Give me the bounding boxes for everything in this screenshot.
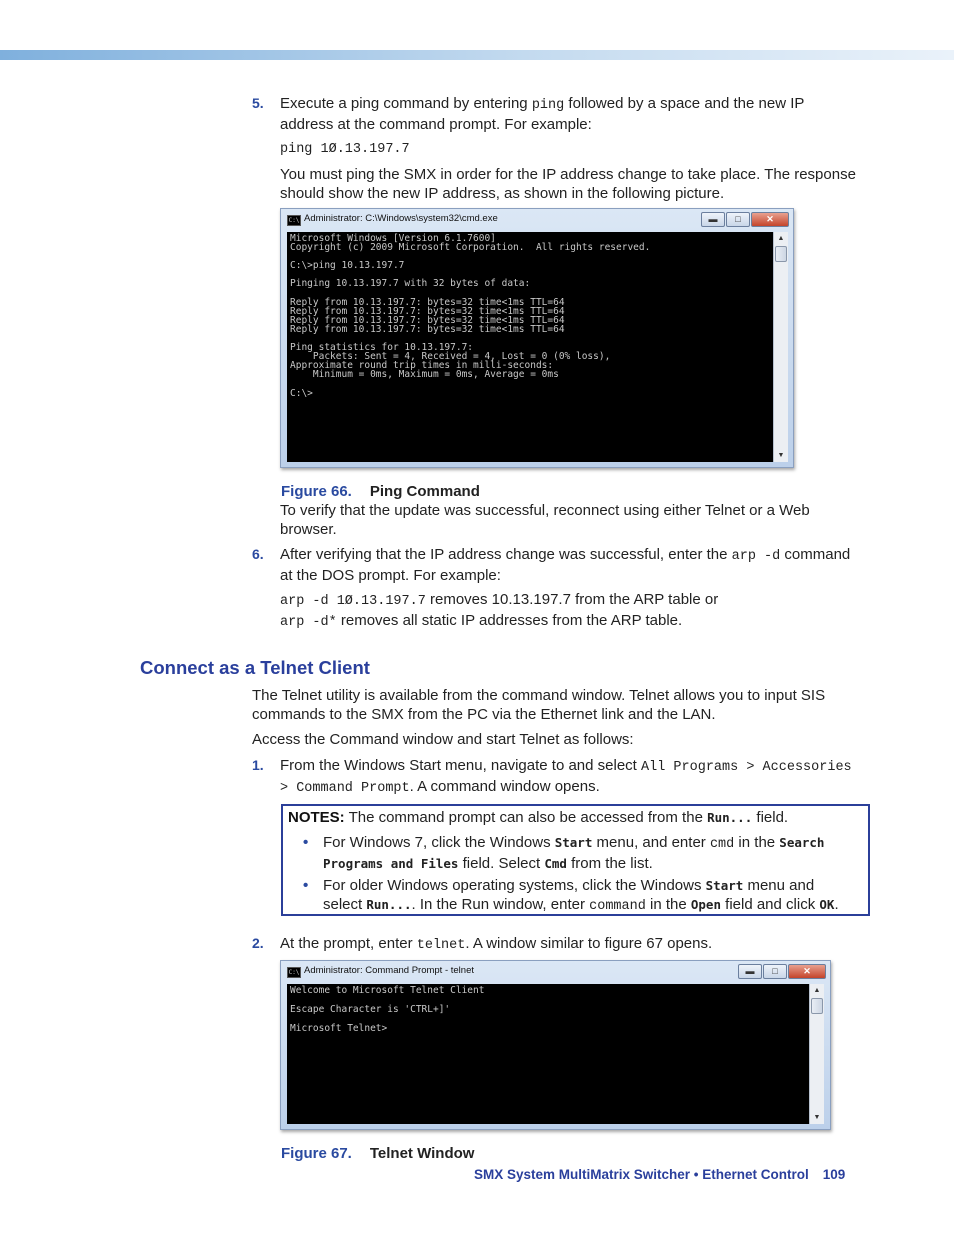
- list-item: • For older Windows operating systems, click the Windows Start menu and select Run.... In the Run window, enter command in the Open field and click OK.: [303, 877, 839, 914]
- console-window: [280, 208, 794, 468]
- maximize-button[interactable]: □: [763, 964, 787, 979]
- step-text: At the prompt, enter telnet. A window similar to figure 67 opens.: [280, 935, 713, 953]
- console-output: Welcome to Microsoft Telnet Client Escape Character is 'CTRL+]' Microsoft Telnet>: [287, 984, 809, 1124]
- notes-box: [281, 804, 870, 916]
- console-icon: C:\: [288, 217, 300, 224]
- footer-title: SMX System MultiMatrix Switcher • Ethernet Control: [474, 1167, 809, 1182]
- list-item: • For Windows 7, click the Windows Start menu, and enter cmd in the Search Programs and Files field. Select Cmd from the list.: [303, 834, 825, 872]
- page-footer: [474, 1167, 845, 1182]
- window-title-bar: [285, 212, 789, 230]
- telnet-window: [280, 960, 831, 1130]
- section-heading: Connect as a Telnet Client: [140, 657, 370, 678]
- step-text: After verifying that the IP address change was successful, enter the arp -d command at the DOS prompt. For example:: [280, 546, 851, 584]
- close-button[interactable]: ✕: [751, 212, 789, 227]
- notes-text: NOTES: The command prompt can also be accessed from the Run... field.: [288, 809, 789, 826]
- figure-label: Figure 66.: [281, 483, 352, 500]
- notes-label: NOTES:: [288, 809, 345, 826]
- figure-title: Telnet Window: [369, 1145, 475, 1162]
- console-icon: C:\: [288, 969, 300, 976]
- scroll-thumb[interactable]: [775, 246, 787, 262]
- window-title-bar: [285, 964, 826, 982]
- paragraph: You must ping the SMX in order for the IP address change to take place. The response should show the new IP address, as shown in the following picture.: [280, 166, 856, 202]
- inline-command: ping: [531, 98, 565, 113]
- figure-caption: [281, 1144, 474, 1163]
- figure-title: Ping Command: [369, 483, 480, 500]
- scroll-up-icon[interactable]: ▲: [777, 235, 785, 242]
- scroll-up-icon[interactable]: ▲: [813, 987, 821, 994]
- scroll-thumb[interactable]: [811, 998, 823, 1014]
- header-color-bar: [0, 50, 954, 60]
- scroll-down-icon[interactable]: ▼: [777, 452, 785, 459]
- window-title: Administrator: Command Prompt - telnet: [304, 965, 475, 976]
- paragraph: To verify that the update was successful, reconnect using either Telnet or a Web browser.: [280, 502, 810, 538]
- step-text: From the Windows Start menu, navigate to and select All Programs > Accessories > Command Prompt. A command window opens.: [280, 757, 852, 796]
- code-example: ping 1Ø.13.197.7: [280, 142, 410, 157]
- figure-label: Figure 67.: [281, 1145, 352, 1162]
- console-output: Microsoft Windows [Version 6.1.7600] Copyright (c) 2009 Microsoft Corporation. All rights reserved. C:\>ping 10.13.197.7 Pinging 10.13.197.7 with 32 bytes of data: Reply from 10.13.197.7: bytes=32 time<1ms TTL=64 Reply from 10.13.197.7: bytes=32 time<1ms TTL=64 Reply from 10.13.197.7: bytes=32 time<1ms TTL=64 Reply from 10.13.197.7: bytes=32 time<1ms TTL=64 Ping statistics for 10.13.197.7: Packets: Sent = 4, Received = 4, Lost = 0 (0% loss), Approximate round trip times in milli-seconds: Minimum = 0ms, Maximum = 0ms, Average = 0ms C:\>: [287, 232, 773, 462]
- figure-caption: [281, 482, 480, 501]
- code-example: arp -d 1Ø.13.197.7 removes 10.13.197.7 from the ARP table or arp -d* removes all static IP addresses from the ARP table.: [280, 591, 719, 630]
- bullet-icon: •: [303, 877, 309, 894]
- maximize-button[interactable]: □: [726, 212, 750, 227]
- minimize-button[interactable]: ▬: [738, 964, 762, 979]
- scroll-down-icon[interactable]: ▼: [813, 1114, 821, 1121]
- inline-command: arp -d: [731, 549, 781, 564]
- step-number: 6.: [252, 546, 264, 562]
- scrollbar[interactable]: [809, 984, 824, 1124]
- paragraph: The Telnet utility is available from the command window. Telnet allows you to input SIS commands to the SMX from the PC via the Ethernet link and the LAN.: [252, 687, 826, 723]
- bullet-icon: •: [303, 834, 309, 851]
- window-title: Administrator: C:\Windows\system32\cmd.exe: [304, 213, 498, 224]
- step-number: 5.: [252, 95, 264, 111]
- page-number: 109: [822, 1167, 846, 1182]
- step-text: Execute a ping command by entering ping followed by a space and the new IP address at the command prompt. For example:: [280, 95, 805, 133]
- step-number: 1.: [252, 757, 264, 773]
- close-button[interactable]: ✕: [788, 964, 826, 979]
- paragraph: Access the Command window and start Telnet as follows:: [252, 731, 634, 748]
- minimize-button[interactable]: ▬: [701, 212, 725, 227]
- scrollbar[interactable]: [773, 232, 788, 462]
- step-number: 2.: [252, 935, 264, 951]
